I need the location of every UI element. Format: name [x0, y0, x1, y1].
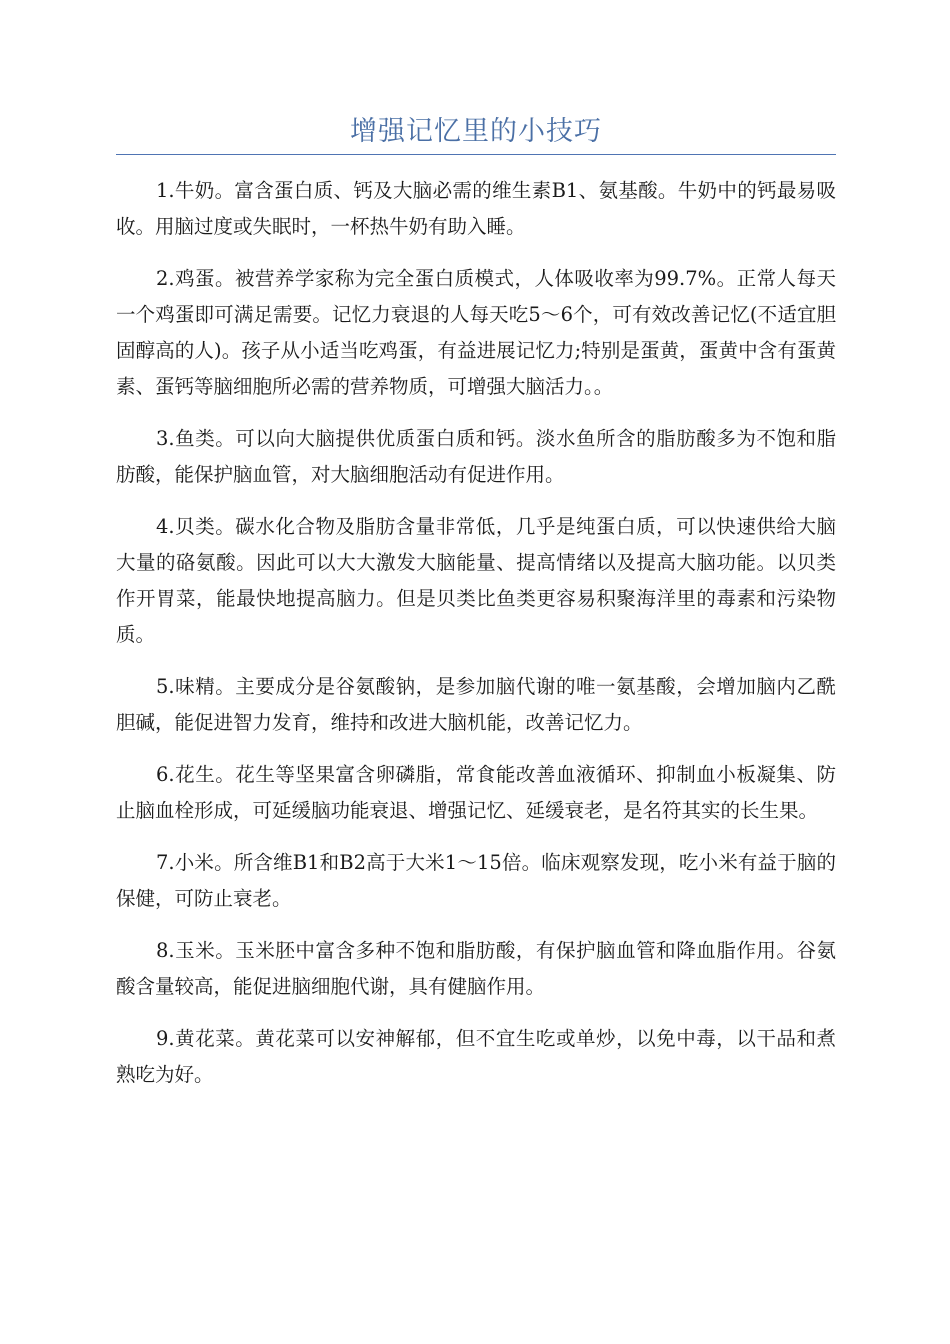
document-page: [116, 110, 836, 1109]
paragraph-daylily: 9.黄花菜。黄花菜可以安神解郁，但不宜生吃或单炒，以免中毒，以干品和煮熟吃为好。: [116, 1027, 836, 1086]
paragraph-shellfish: 4.贝类。碳水化合物及脂肪含量非常低，几乎是纯蛋白质，可以快速供给大脑大量的硌氨酸。因此可以大大激发大脑能量、提高情绪以及提高大脑功能。以贝类作开胃菜，能最快地提高脑力。但是贝类比鱼类更容易积聚海洋里的毒素和污染物质。: [116, 515, 836, 646]
paragraph-millet: 7.小米。所含维B1和B2高于大米1～15倍。临床观察发现，吃小米有益于脑的保健，可防止衰老。: [116, 851, 836, 910]
paragraph-egg: 2.鸡蛋。被营养学家称为完全蛋白质模式，人体吸收率为99.7%。正常人每天一个鸡蛋即可满足需要。记忆力衰退的人每天吃5～6个，可有效改善记忆(不适宜胆固醇高的人)。孩子从小适当吃鸡蛋，有益进展记忆力;特别是蛋黄，蛋黄中含有蛋黄素、蛋钙等脑细胞所必需的营养物质，可增强大脑活力。。: [116, 267, 836, 398]
page-title: 增强记忆里的小技巧: [350, 116, 602, 147]
paragraph-msg: 5.味精。主要成分是谷氨酸钠，是参加脑代谢的唯一氨基酸，会增加脑内乙酰胆碱，能促进智力发育，维持和改进大脑机能，改善记忆力。: [116, 675, 836, 734]
paragraph-peanut: 6.花生。花生等坚果富含卵磷脂，常食能改善血液循环、抑制血小板凝集、防止脑血栓形成，可延缓脑功能衰退、增强记忆、延缓衰老，是名符其实的长生果。: [116, 763, 836, 822]
paragraph-corn: 8.玉米。玉米胚中富含多种不饱和脂肪酸，有保护脑血管和降血脂作用。谷氨酸含量较高，能促进脑细胞代谢，具有健脑作用。: [116, 939, 836, 998]
title-divider: [116, 154, 836, 155]
paragraph-fish: 3.鱼类。可以向大脑提供优质蛋白质和钙。淡水鱼所含的脂肪酸多为不饱和脂肪酸，能保护脑血管，对大脑细胞活动有促进作用。: [116, 427, 836, 486]
paragraph-milk: 1.牛奶。富含蛋白质、钙及大脑必需的维生素B1、氨基酸。牛奶中的钙最易吸收。用脑过度或失眠时，一杯热牛奶有助入睡。: [116, 179, 836, 238]
